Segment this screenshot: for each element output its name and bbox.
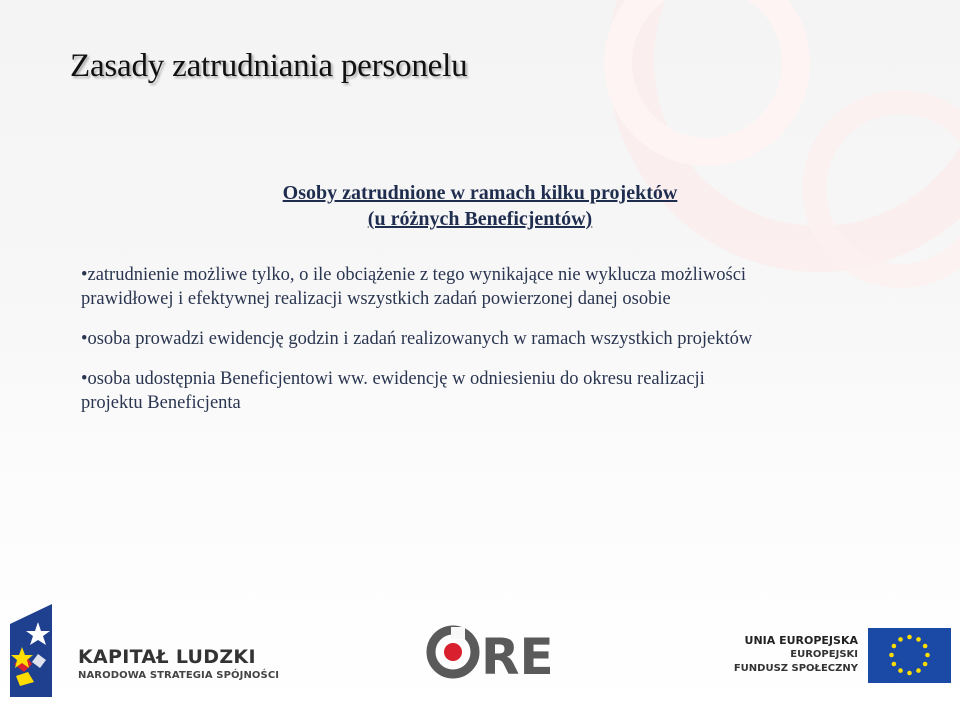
background-arc: [802, 90, 960, 288]
kapital-ludzki-logo-icon: [8, 602, 56, 697]
eu-stars-icon: [868, 628, 951, 683]
ore-logo-icon: [425, 622, 555, 682]
slide-title: Zasady zatrudniania personelu: [70, 48, 468, 84]
bullet-list: [81, 263, 891, 431]
eu-line-1: UNIA EUROPEJSKA: [744, 634, 858, 647]
subheading: [180, 180, 780, 232]
eu-line-2: EUROPEJSKI: [790, 649, 858, 660]
subheading-line-1: Osoby zatrudnione w ramach kilku projektów: [282, 182, 678, 204]
bullet-item: [81, 327, 891, 351]
eu-text: [700, 634, 858, 676]
kapital-ludzki-subtitle: NARODOWA STRATEGIA SPÓJNOŚCI: [78, 670, 280, 681]
bullet-text-line-2: projektu Beneficjenta: [81, 393, 241, 413]
footer-logos: [0, 602, 960, 712]
bullet-item: [81, 367, 891, 415]
bullet-text-line-1: osoba prowadzi ewidencję godzin i zadań realizowanych w ramach wszystkich projektów: [87, 329, 753, 349]
bullet-item: [81, 263, 891, 311]
eu-flag-icon: [868, 628, 951, 683]
background-arc: [604, 0, 810, 166]
bullet-text-line-1: zatrudnienie możliwe tylko, o ile obciążenie z tego wynikające nie wyklucza możliwości: [87, 265, 747, 285]
bullet-text-line-1: osoba udostępnia Beneficjentowi ww. ewidencję w odniesieniu do okresu realizacji: [87, 369, 705, 389]
subheading-line-2: (u różnych Beneficjentów): [367, 208, 593, 230]
kapital-ludzki-title: KAPITAŁ LUDZKI: [78, 646, 256, 668]
svg-text:RE: RE: [481, 628, 554, 682]
eu-line-3: FUNDUSZ SPOŁECZNY: [733, 663, 858, 674]
bullet-text-line-2: prawidłowej i efektywnej realizacji wszystkich zadań powierzonej danej osobie: [81, 289, 671, 309]
